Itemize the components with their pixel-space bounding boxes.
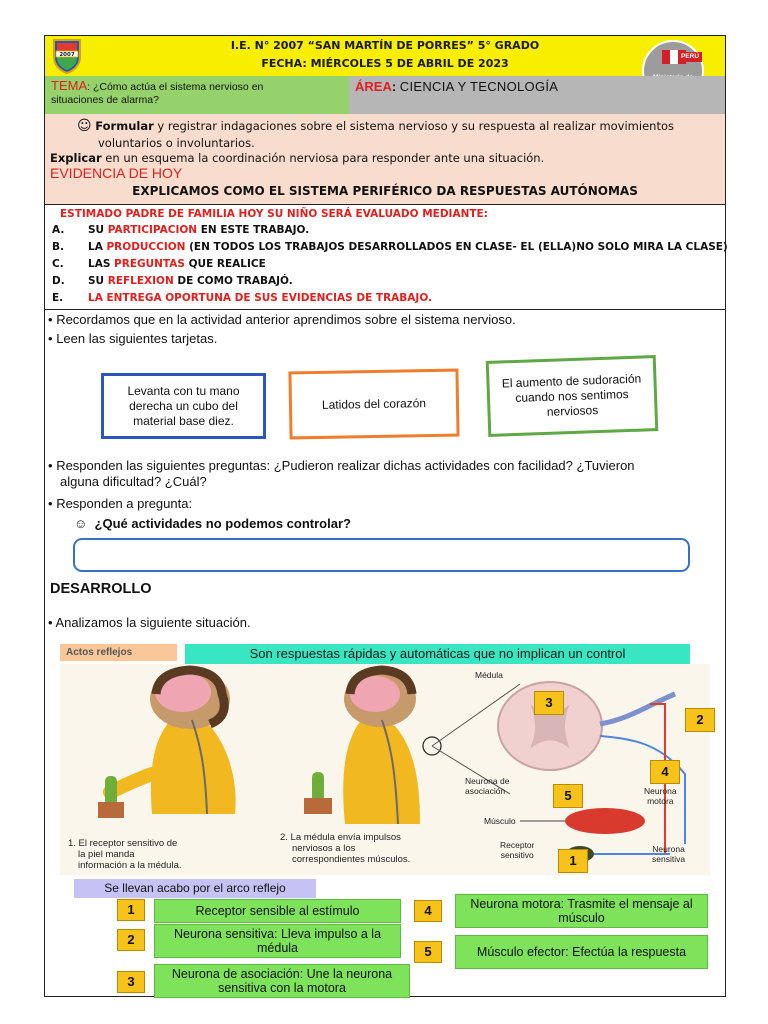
divider	[45, 309, 725, 310]
label-musculo: Músculo	[484, 816, 516, 826]
figure-number-1: 1	[558, 849, 588, 873]
label-receptor: Receptor sensitivo	[500, 840, 535, 860]
evaluation-item	[52, 275, 722, 289]
caption-two-line-3: correspondientes músculos.	[292, 854, 411, 865]
evaluation-item-text: SU REFLEXION DE COMO TRABAJÓ.	[88, 275, 293, 287]
bullet-leen	[48, 331, 217, 347]
card-corazon: Latidos del corazón	[288, 369, 459, 440]
evidencia-title: EXPLICAMOS COMO EL SISTEMA PERIFÉRICO DA RESPUESTAS AUTÓNOMAS	[132, 184, 638, 198]
arc-number-1: 1	[117, 899, 145, 921]
evaluation-item-letter: D.	[52, 275, 65, 287]
bullet-text: Leen las siguientes tarjetas.	[56, 331, 218, 346]
arc-item-neurona-motora: Neurona motora: Trasmite el mensaje al músculo	[455, 894, 708, 928]
figure-number-4: 4	[650, 760, 680, 784]
label-neurona-sensitiva: Neurona sensitiva	[652, 844, 686, 864]
crest-year: 2007	[59, 52, 75, 58]
explicar-line	[50, 151, 544, 165]
evaluation-item-letter: E.	[52, 292, 64, 304]
arc-number-2: 2	[117, 929, 145, 951]
evaluation-item-text: LA ENTREGA OPORTUNA DE SUS EVIDENCIAS DE TRABAJO.	[88, 292, 432, 304]
evaluation-item	[52, 241, 728, 255]
evaluation-item	[52, 258, 722, 272]
label-neurona-motora: Neurona motora	[644, 786, 677, 806]
evaluation-item-text: SU PARTICIPACION EN ESTE TRABAJO.	[88, 224, 310, 236]
arc-number-5: 5	[414, 941, 442, 963]
actos-reflejos-tab: Actos reflejos	[60, 644, 177, 661]
divider	[45, 204, 725, 205]
answer-input-box[interactable]	[73, 538, 690, 572]
card-sudoracion: El aumento de sudoración cuando nos sentimos nerviosos	[486, 355, 659, 437]
bullet-text: Analizamos la siguiente situación.	[55, 615, 251, 630]
question-text: ¿Qué actividades no podemos controlar?	[94, 516, 351, 531]
header-bar	[45, 36, 725, 76]
evaluation-item-text: LA PRODUCCION (EN TODOS LOS TRABAJOS DESARROLLADOS EN CLASE- EL (ELLA)NO SOLO MIRA LA CLASE)	[88, 241, 728, 253]
evaluation-item	[52, 224, 722, 238]
tema-text-2: situaciones de alarma?	[51, 94, 159, 106]
bullet-analizamos	[48, 615, 251, 631]
person-two-illustration	[304, 670, 441, 824]
formular-text-1: y registrar indagaciones sobre el sistema nervioso y su respuesta al realizar movimientos	[153, 119, 674, 133]
header-school-line: I.E. N° 2007 “SAN MARTÍN DE PORRES” 5° GRADO	[230, 39, 540, 52]
header-date-line: FECHA: MIÉRCOLES 5 DE ABRIL DE 2023	[261, 57, 509, 70]
bullet-dot: •	[48, 615, 53, 630]
smiley-icon: ☺	[77, 118, 92, 134]
tema-label: TEMA	[51, 78, 88, 93]
caption-two-line-1: 2. La médula envía impulsos	[280, 832, 401, 843]
smiley-icon: ☺	[74, 516, 88, 531]
tema-cell	[45, 76, 349, 114]
bullet-preguntas	[48, 458, 635, 474]
explicar-text: en un esquema la coordinación nerviosa para responder ante una situación.	[101, 151, 545, 165]
figure-number-3: 3	[534, 691, 564, 715]
bullet-preguntas-cont: alguna dificultad? ¿Cuál?	[60, 474, 207, 489]
evaluation-item-letter: C.	[52, 258, 64, 270]
area-label: ÁREA	[355, 79, 392, 94]
evaluation-item-letter: B.	[52, 241, 64, 253]
bullet-dot: •	[48, 458, 53, 473]
label-medula: Médula	[475, 670, 503, 680]
arc-item-neurona-sensitiva: Neurona sensitiva: Lleva impulso a la médula	[154, 924, 401, 958]
peru-flag-label: PERÚ	[678, 52, 702, 62]
arc-number-3: 3	[117, 971, 145, 993]
caption-two-line-2: nerviosos a los	[292, 843, 356, 854]
bullet-text: Responden a pregunta:	[56, 496, 193, 511]
figure-number-5: 5	[553, 784, 583, 808]
explicar-word: Explicar	[50, 151, 102, 165]
reflex-figure	[60, 664, 710, 875]
arc-item-musculo-efector: Músculo efector: Efectúa la respuesta	[455, 935, 708, 969]
question-line	[74, 516, 351, 532]
purpose-section	[45, 114, 725, 204]
formular-word: Formular	[95, 119, 154, 133]
area-value: CIENCIA Y TECNOLOGÍA	[399, 79, 559, 94]
evidencia-label: EVIDENCIA DE HOY	[50, 165, 183, 181]
arc-heading: Se llevan acabo por el arco reflejo	[74, 879, 316, 898]
caption-one-line-3: información a la médula.	[78, 860, 182, 871]
label-neurona-asociacion: Neurona de asociación	[465, 776, 510, 796]
bullet-responden	[48, 496, 192, 512]
evaluation-item-text: LAS PREGUNTAS QUE REALICE	[88, 258, 266, 270]
bullet-text: Recordamos que en la actividad anterior aprendimos sobre el sistema nervioso.	[56, 312, 516, 327]
evaluation-item	[52, 292, 722, 306]
card-mano: Levanta con tu mano derecha un cubo del material base diez.	[101, 373, 266, 439]
evaluation-heading: ESTIMADO PADRE DE FAMILIA HOY SU NIÑO SERÁ EVALUADO MEDIANTE:	[60, 208, 488, 220]
desarrollo-heading: DESARROLLO	[50, 581, 152, 597]
evaluation-item-letter: A.	[52, 224, 65, 236]
school-crest-logo	[48, 37, 86, 75]
arc-item-receptor: Receptor sensible al estímulo	[154, 899, 401, 923]
reflex-banner: Son respuestas rápidas y automáticas que no implican un control	[185, 644, 690, 664]
formular-line	[77, 119, 719, 133]
figure-number-2: 2	[685, 708, 715, 732]
bullet-text: Responden las siguientes preguntas: ¿Pudieron realizar dichas actividades con facilidad? ¿Tuvieron	[56, 458, 635, 473]
bullet-dot: •	[48, 312, 53, 327]
tema-text-1: : ¿Cómo actúa el sistema nervioso en	[87, 81, 264, 93]
caption-one-line-1: 1. El receptor sensitivo de	[68, 838, 178, 849]
arc-item-neurona-asociacion: Neurona de asociación: Une la neurona sensitiva con la motora	[154, 964, 410, 998]
arc-number-4: 4	[414, 900, 442, 922]
bullet-recordamos	[48, 312, 516, 328]
area-cell: ÁREA: CIENCIA Y TECNOLOGÍA	[349, 76, 725, 114]
bullet-dot: •	[48, 331, 53, 346]
formular-text-2: voluntarios o involuntarios.	[98, 136, 255, 150]
bullet-dot: •	[48, 496, 53, 511]
caption-one-line-2: la piel manda	[78, 849, 135, 860]
